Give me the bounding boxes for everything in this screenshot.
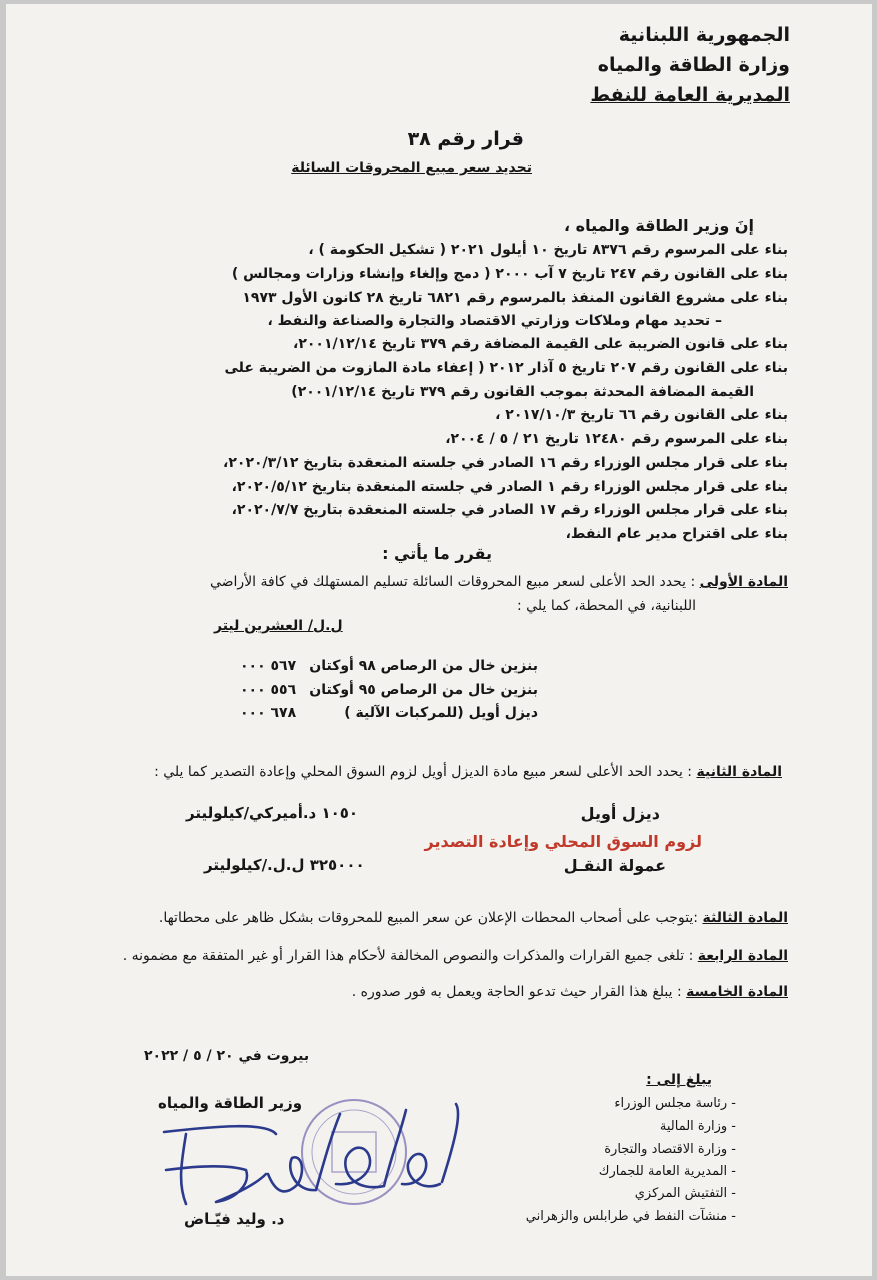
decides-heading: يقرر ما يأتي : xyxy=(382,544,492,563)
article-1 xyxy=(210,574,788,590)
preamble-intro: إنَ وزير الطاقة والمياه ، xyxy=(563,216,754,235)
transport-price: ٣٢٥٠٠٠ ل.ل./كيلوليتر xyxy=(204,856,365,874)
preamble-line: بناء على اقتراح مدير عام النفط، xyxy=(565,526,788,542)
distribution-item: - وزارة الاقتصاد والتجارة xyxy=(604,1142,736,1157)
diesel-label: ديزل أويل xyxy=(580,804,660,823)
decision-title: قرار رقم ٣٨ xyxy=(407,128,524,150)
preamble-line: بناء على القانون رقم ٦٦ تاريخ ٢٠١٧/١٠/٣ ، xyxy=(495,407,788,423)
transport-label: عمولة النقـل xyxy=(563,856,666,875)
document-page xyxy=(6,4,872,1276)
signatory-name: د. وليد فيّـاض xyxy=(184,1210,285,1228)
article-3-label: المادة الثالثة xyxy=(702,910,788,926)
preamble-line: – تحديد مهام وملاكات وزارتي الاقتصاد والتجارة والصناعة والنفط ، xyxy=(267,313,722,329)
article-3-text: :يتوجب على أصحاب المحطات الإعلان عن سعر المبيع للمحروقات بشكل ظاهر على محطاتها. xyxy=(158,910,699,926)
article-5-text: : يبلغ هذا القرار حيث تدعو الحاجة ويعمل به فور صدوره . xyxy=(351,984,682,1000)
article-2-text: : يحدد الحد الأعلى لسعر مبيع مادة الديزل أويل لزوم السوق المحلي وإعادة التصدير كما يلي : xyxy=(154,764,693,780)
article-2-label: المادة الثانية xyxy=(696,764,782,780)
diesel-price: ١٠٥٠ د.أميركي/كيلوليتر xyxy=(186,804,359,822)
signatory-title: وزير الطاقة والمياه xyxy=(158,1094,303,1112)
preamble-line: بناء على قرار مجلس الوزراء رقم ١ الصادر في جلسته المنعقدة بتاريخ ٢٠٢٠/٥/١٢، xyxy=(231,479,788,495)
article-2 xyxy=(154,764,782,780)
article-5-label: المادة الخامسة xyxy=(686,984,788,1000)
fuel-name: بنزين خال من الرصاص ٩٨ أوكتان xyxy=(309,658,538,674)
preamble-line: بناء على قرار مجلس الوزراء رقم ١٦ الصادر في جلسته المنعقدة بتاريخ ٢٠٢٠/٣/١٢، xyxy=(223,455,788,471)
fuel-name: بنزين خال من الرصاص ٩٥ أوكتان xyxy=(309,682,538,698)
diesel-note: لزوم السوق المحلي وإعادة التصدير xyxy=(424,832,702,851)
preamble-line: بناء على مشروع القانون المنفذ بالمرسوم رقم ٦٨٢١ تاريخ ٢٨ كانون الأول ١٩٧٣ xyxy=(242,290,788,306)
preamble-line: بناء على القانون رقم ٢٤٧ تاريخ ٧ آب ٢٠٠٠ ( دمج وإلغاء وإنشاء وزارات ومجالس ) xyxy=(231,266,788,282)
distribution-item: - المديرية العامة للجمارك xyxy=(598,1164,736,1179)
distribution-item: - التفتيش المركزي xyxy=(634,1186,736,1201)
header-ministry: وزارة الطاقة والمياه xyxy=(597,54,790,76)
article-5 xyxy=(352,984,788,1000)
article-1-text: : يحدد الحد الأعلى لسعر مبيع المحروقات السائلة تسليم المستهلك في كافة الأراضي xyxy=(209,574,696,590)
preamble-line: بناء على قانون الضريبة على القيمة المضافة رقم ٣٧٩ تاريخ ٢٠٠١/١٢/١٤، xyxy=(292,336,788,352)
header-directorate: المديرية العامة للنفط xyxy=(590,84,790,106)
fuel-name: ديزل أويل (للمركبات الآلية ) xyxy=(344,705,538,721)
article-3 xyxy=(159,910,788,926)
preamble-line: بناء على قرار مجلس الوزراء رقم ١٧ الصادر في جلسته المنعقدة بتاريخ ٢٠٢٠/٧/٧، xyxy=(231,502,788,518)
fuel-price: ٥٦٧ ٠٠٠ xyxy=(240,658,297,674)
preamble-line: القيمة المضافة المحدثة بموجب القانون رقم ٣٧٩ تاريخ ٢٠٠١/١٢/١٤) xyxy=(291,384,754,400)
article-1-text-cont: اللبنانية، في المحطة، كما يلي : xyxy=(517,598,696,614)
fuel-price: ٥٥٦ ٠٠٠ xyxy=(240,682,297,698)
date-line: بيروت في ٢٠ / ٥ / ٢٠٢٢ xyxy=(144,1048,310,1064)
decision-subtitle: تحديد سعر مبيع المحروقات السائلة xyxy=(291,160,532,176)
distribution-item: - منشآت النفط في طرابلس والزهراني xyxy=(525,1209,736,1224)
header-republic: الجمهورية اللبنانية xyxy=(618,24,790,46)
price-unit: ل.ل/ العشرين ليتر xyxy=(214,618,343,634)
distribution-item: - وزارة المالية xyxy=(659,1119,736,1134)
signature-scribble-icon xyxy=(164,1104,458,1204)
preamble-line: بناء على القانون رقم ٢٠٧ تاريخ ٥ آذار ٢٠١٢ ( إعفاء مادة المازوت من الضريبة على xyxy=(224,360,788,376)
fuel-price: ٦٧٨ ٠٠٠ xyxy=(240,705,297,721)
distribution-item: - رئاسة مجلس الوزراء xyxy=(614,1096,736,1111)
article-4 xyxy=(123,948,788,964)
preamble-line: بناء على المرسوم رقم ٨٣٧٦ تاريخ ١٠ أيلول ٢٠٢١ ( تشكيل الحكومة ) ، xyxy=(308,242,788,258)
preamble-line: بناء على المرسوم رقم ١٢٤٨٠ تاريخ ٢١ / ٥ / ٢٠٠٤، xyxy=(445,431,788,447)
article-4-text: : تلغى جميع القرارات والمذكرات والنصوص المخالفة لأحكام هذا القرار أو غير المتفقة مع مضمونه . xyxy=(122,948,694,964)
distribution-heading: يبلغ إلى : xyxy=(646,1072,712,1088)
article-1-label: المادة الأولى xyxy=(699,574,788,590)
article-4-label: المادة الرابعة xyxy=(697,948,788,964)
